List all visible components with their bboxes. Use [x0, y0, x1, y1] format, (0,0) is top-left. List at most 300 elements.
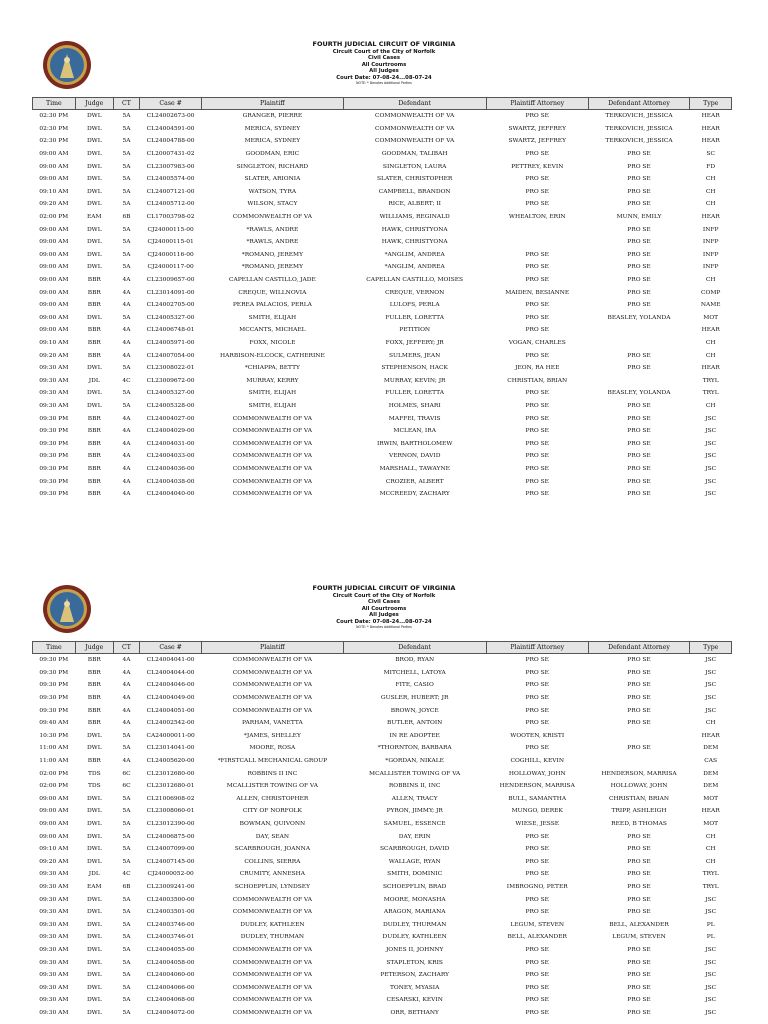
cell-courtroom: 5A — [122, 163, 131, 170]
cell-type: CH — [705, 352, 716, 359]
table-row — [33, 387, 732, 400]
cell-judge: BBR — [87, 720, 101, 727]
cell-case-number: CL24004040-00 — [146, 491, 195, 498]
cell-defendant: FULLER, LORETTA — [385, 314, 445, 321]
cell-plaintiff-attorney: PRO SE — [525, 201, 549, 208]
cell-defendant: ORR, BETHANY — [390, 1009, 439, 1016]
cell-defendant-attorney: BEASLEY, YOLANDA — [607, 390, 671, 397]
cell-time: 09:30 PM — [39, 453, 69, 460]
cell-case-number: CL24004038-00 — [146, 478, 195, 485]
cell-plaintiff: COMMONWEALTH OF VA — [232, 1009, 313, 1016]
cell-courtroom: 4A — [122, 758, 131, 765]
table-row — [33, 906, 732, 919]
table-row — [33, 274, 732, 287]
cell-defendant: FOXX, JEFFERY; JR — [385, 339, 444, 346]
table-row — [33, 994, 732, 1007]
cell-judge: JDL — [88, 377, 100, 384]
cell-case-number: CL23009657-00 — [146, 277, 195, 284]
cell-type: JSC — [705, 695, 717, 702]
cell-judge: BBR — [87, 277, 101, 284]
cell-courtroom: 4A — [122, 465, 131, 472]
cell-plaintiff: ALLEN, CHRISTOPHER — [236, 795, 309, 802]
cell-type: JSC — [705, 415, 717, 422]
cell-judge: DWL — [86, 946, 102, 953]
court-title: FOURTH JUDICIAL CIRCUIT OF VIRGINIA — [312, 584, 456, 592]
cell-defendant-attorney: PRO SE — [627, 972, 651, 979]
cell-defendant: SLATER, CHRISTOPHER — [377, 176, 453, 183]
cell-plaintiff: COMMONWEALTH OF VA — [232, 669, 313, 676]
cell-plaintiff: CREQUE, WILLNOVIA — [238, 289, 307, 296]
cell-defendant: IRWIN, BARTHOLOMEW — [376, 440, 453, 447]
cell-type: HEAR — [701, 214, 720, 221]
cell-plaintiff-attorney: PRO SE — [525, 707, 549, 714]
note: NOTE: * Denotes Additional Parties — [356, 625, 412, 630]
cell-time: 09:30 PM — [39, 707, 69, 714]
cell-time: 09:00 AM — [39, 289, 69, 296]
cell-judge: EAM — [86, 883, 102, 890]
cell-defendant-attorney: PRO SE — [627, 478, 651, 485]
cell-defendant: GOODMAN, TALIBAH — [381, 151, 448, 158]
table-row — [33, 818, 732, 831]
cell-courtroom: 5A — [122, 201, 131, 208]
cell-type: CH — [705, 402, 716, 409]
table-row — [33, 488, 732, 501]
cell-case-number: CL24005327-00 — [146, 390, 195, 397]
cell-defendant-attorney: PRO SE — [627, 239, 651, 246]
cell-time: 09:20 AM — [39, 352, 69, 359]
cell-courtroom: 5A — [122, 972, 131, 979]
cell-plaintiff: *ROMANO, JEREMY — [241, 264, 303, 271]
table-row — [33, 123, 732, 136]
cell-plaintiff: HARBISON-ELCOCK, CATHERINE — [220, 352, 325, 359]
cell-defendant: ARAGON, MARIANA — [383, 909, 446, 916]
cell-defendant: CAPELLAN CASTILLO, MOISES — [366, 277, 464, 284]
cell-plaintiff-attorney: PRO SE — [525, 896, 549, 903]
cell-type: JSC — [705, 707, 717, 714]
cell-case-number: CL23012680-01 — [146, 783, 195, 790]
cell-type: HEAR — [701, 808, 720, 815]
cell-defendant-attorney: PRO SE — [627, 946, 651, 953]
cell-case-number: CL24002673-00 — [146, 113, 195, 120]
cell-defendant: DUDLEY, KATHLEEN — [382, 934, 447, 941]
cell-judge: DWL — [86, 1009, 102, 1016]
table-row — [33, 654, 732, 667]
cell-case-number: CJ24000116-00 — [147, 251, 194, 258]
cell-plaintiff: SCARBROUGH, JOANNA — [234, 846, 311, 853]
cell-type: MOT — [703, 314, 719, 321]
cell-plaintiff-attorney: PRO SE — [525, 465, 549, 472]
table-row — [33, 135, 732, 148]
cell-defendant-attorney: PRO SE — [627, 833, 651, 840]
table-row — [33, 704, 732, 717]
col-judge: Judge — [75, 98, 113, 110]
cell-plaintiff: PEREA PALACIOS, PERLA — [232, 302, 312, 309]
cell-plaintiff: COMMONWEALTH OF VA — [232, 972, 313, 979]
cell-case-number: CL24006875-00 — [146, 833, 195, 840]
cell-plaintiff: *ROMANO, JEREMY — [241, 251, 303, 258]
cell-defendant-attorney: HENDERSON, MARRISA — [601, 770, 677, 777]
cell-judge: DWL — [86, 314, 102, 321]
cell-type: JSC — [705, 959, 717, 966]
cell-courtroom: 5A — [122, 365, 131, 372]
cell-judge: DWL — [86, 163, 102, 170]
cell-defendant-attorney: PRO SE — [627, 226, 651, 233]
cell-time: 09:10 AM — [39, 846, 69, 853]
table-row — [33, 981, 732, 994]
cell-type: INFP — [702, 251, 719, 258]
cell-judge: BBR — [87, 428, 101, 435]
cell-courtroom: 4A — [122, 720, 131, 727]
cell-defendant-attorney: PRO SE — [627, 402, 651, 409]
cell-courtroom: 4A — [122, 327, 131, 334]
cell-plaintiff: GOODMAN, ERIC — [245, 151, 300, 158]
cell-defendant-attorney: PRO SE — [627, 846, 651, 853]
cell-judge: DWL — [86, 113, 102, 120]
table-row — [33, 211, 732, 224]
table-row — [33, 1007, 732, 1020]
cell-plaintiff-attorney: PRO SE — [525, 972, 549, 979]
cell-case-number: CL24004068-00 — [146, 997, 195, 1004]
cell-type: TRYL — [702, 390, 719, 397]
cell-plaintiff: MOORE, ROSA — [249, 745, 296, 752]
cell-case-number: CL24004046-00 — [146, 682, 195, 689]
cell-type: CH — [705, 201, 716, 208]
cell-judge: DWL — [86, 251, 102, 258]
cell-defendant-attorney: PRO SE — [627, 858, 651, 865]
cell-defendant: PETERSON, ZACHARY — [380, 972, 450, 979]
cell-time: 09:30 PM — [39, 465, 69, 472]
cell-plaintiff: SINGLETON, RICHARD — [236, 163, 309, 170]
cell-courtroom: 5A — [122, 113, 131, 120]
col-judge: Judge — [75, 642, 113, 654]
cell-defendant: *ANGLIM, ANDREA — [384, 264, 445, 271]
cell-type: CH — [705, 846, 716, 853]
cell-defendant-attorney: LEGUM, STEVEN — [612, 934, 666, 941]
cell-plaintiff: *CHIAPPA, BETTY — [244, 365, 300, 372]
cell-defendant-attorney: TRIPP, ASHLEIGH — [611, 808, 667, 815]
cell-time: 09:30 PM — [39, 657, 69, 664]
cell-type: JSC — [705, 491, 717, 498]
table-row — [33, 881, 732, 894]
cell-type: INFP — [702, 264, 719, 271]
table-row — [33, 755, 732, 768]
cell-type: HEAR — [701, 327, 720, 334]
cell-judge: DWL — [86, 264, 102, 271]
docket-table — [32, 641, 732, 1019]
cell-plaintiff: COMMONWEALTH OF VA — [232, 946, 313, 953]
cell-plaintiff-attorney: PRO SE — [525, 695, 549, 702]
cell-case-number: CL24007145-00 — [146, 858, 195, 865]
docket-table — [32, 97, 732, 500]
cell-plaintiff-attorney: PRO SE — [525, 277, 549, 284]
cell-type: DEM — [703, 745, 719, 752]
cell-courtroom: 4A — [122, 695, 131, 702]
cell-defendant: MAFFEI, TRAVIS — [388, 415, 441, 422]
table-row — [33, 374, 732, 387]
cell-time: 09:30 AM — [39, 1009, 69, 1016]
col-time: Time — [33, 98, 76, 110]
cell-courtroom: 5A — [122, 921, 131, 928]
cell-plaintiff-attorney: PRO SE — [525, 352, 549, 359]
col-case: Case # — [139, 642, 201, 654]
cell-defendant-attorney: PRO SE — [627, 491, 651, 498]
cell-judge: DWL — [86, 188, 102, 195]
cell-defendant: COMMONWEALTH OF VA — [375, 113, 455, 120]
cell-plaintiff: SCHOEPFLIN, LYNDSEY — [234, 883, 310, 890]
table-row — [33, 692, 732, 705]
cell-type: CH — [705, 720, 716, 727]
cell-plaintiff-attorney: PRO SE — [525, 151, 549, 158]
cell-courtroom: 5A — [122, 251, 131, 258]
cell-defendant: MCALLISTER TOWING OF VA — [369, 770, 461, 777]
table-row — [33, 110, 732, 123]
cell-time: 09:00 AM — [39, 251, 69, 258]
cell-case-number: CL23014041-00 — [146, 745, 195, 752]
table-row — [33, 931, 732, 944]
table-row — [33, 312, 732, 325]
cell-judge: TDS — [87, 770, 101, 777]
cell-defendant: MCCREEDY, ZACHARY — [379, 491, 450, 498]
cell-defendant-attorney: MUNN, EMILY — [616, 214, 662, 221]
cell-courtroom: 6C — [122, 783, 131, 790]
cell-plaintiff: SMITH, ELIJAH — [248, 402, 297, 409]
cell-defendant: SCHOEPFLIN, BRAD — [382, 883, 447, 890]
cell-defendant-attorney: PRO SE — [627, 352, 651, 359]
cell-case-number: CL24004051-00 — [146, 707, 195, 714]
cell-judge: DWL — [86, 909, 102, 916]
cell-type: NAME — [700, 302, 721, 309]
cell-plaintiff-attorney: PRO SE — [525, 984, 549, 991]
cell-defendant: BUTLER, ANTOIN — [387, 720, 443, 727]
col-ct: CT — [114, 642, 140, 654]
cell-courtroom: 4A — [122, 682, 131, 689]
cell-defendant: HOLMES, SHARI — [388, 402, 441, 409]
cell-type: HEAR — [701, 125, 720, 132]
cell-courtroom: 5A — [122, 745, 131, 752]
cell-defendant: WALLAGE, RYAN — [388, 858, 441, 865]
cell-judge: BBR — [87, 669, 101, 676]
col-time: Time — [33, 642, 76, 654]
cell-type: PL — [706, 921, 715, 928]
cell-plaintiff-attorney: PRO SE — [525, 440, 549, 447]
cell-time: 09:30 AM — [39, 934, 69, 941]
cell-type: JSC — [705, 946, 717, 953]
cell-time: 09:30 PM — [39, 440, 69, 447]
cell-case-number: CA24000011-00 — [146, 732, 195, 739]
cell-case-number: CL24003746-00 — [146, 921, 195, 928]
cell-type: CAS — [704, 758, 718, 765]
cell-plaintiff-attorney: PRO SE — [525, 327, 549, 334]
cell-type: COMP — [701, 289, 721, 296]
cell-defendant-attorney: PRO SE — [627, 883, 651, 890]
cell-case-number: CL23008022-01 — [146, 365, 195, 372]
cell-courtroom: 4A — [122, 352, 131, 359]
cell-plaintiff-attorney: PRO SE — [525, 669, 549, 676]
cell-judge: DWL — [86, 921, 102, 928]
cell-judge: DWL — [86, 833, 102, 840]
cell-time: 09:30 AM — [39, 959, 69, 966]
cell-plaintiff: COMMONWEALTH OF VA — [232, 984, 313, 991]
cell-time: 09:00 AM — [39, 176, 69, 183]
cell-type: JSC — [705, 896, 717, 903]
cell-time: 09:00 AM — [39, 239, 69, 246]
cell-defendant-attorney: PRO SE — [627, 151, 651, 158]
table-header-row — [33, 642, 732, 654]
cell-defendant-attorney: PRO SE — [627, 669, 651, 676]
cell-judge: BBR — [87, 657, 101, 664]
cell-type: MOT — [703, 821, 719, 828]
cell-defendant: CREQUE, VERNON — [385, 289, 445, 296]
cell-time: 09:30 AM — [39, 390, 69, 397]
table-row — [33, 830, 732, 843]
cell-judge: DWL — [86, 745, 102, 752]
judges: All Judges — [369, 68, 399, 75]
cell-time: 09:30 AM — [39, 377, 69, 384]
cell-case-number: CL24007121-00 — [146, 188, 195, 195]
cell-case-number: CL24003746-01 — [146, 934, 195, 941]
cell-defendant: SMITH, DOMINIC — [387, 871, 443, 878]
cell-type: JSC — [705, 972, 717, 979]
table-row — [33, 944, 732, 957]
cell-time: 02:30 PM — [39, 125, 69, 132]
cell-plaintiff-attorney: WOOTEN, KRISTI — [510, 732, 565, 739]
cell-defendant-attorney: PRO SE — [627, 657, 651, 664]
cell-plaintiff: MERICA, SYDNEY — [244, 125, 301, 132]
cell-time: 09:30 AM — [39, 365, 69, 372]
table-row — [33, 780, 732, 793]
cell-type: HEAR — [701, 138, 720, 145]
cell-judge: DWL — [86, 858, 102, 865]
table-row — [33, 463, 732, 476]
cell-time: 11:00 AM — [39, 745, 69, 752]
cell-judge: EAM — [86, 214, 102, 221]
cell-courtroom: 4A — [122, 669, 131, 676]
cell-case-number: CL20007431-02 — [146, 151, 195, 158]
cell-defendant-attorney: PRO SE — [627, 277, 651, 284]
cell-defendant-attorney: PRO SE — [627, 1009, 651, 1016]
table-row — [33, 437, 732, 450]
cell-plaintiff-attorney: PRO SE — [525, 188, 549, 195]
cell-case-number: CL24004049-00 — [146, 695, 195, 702]
cell-plaintiff-attorney: SWARTZ, JEFFREY — [508, 125, 566, 132]
cell-defendant-attorney: PRO SE — [627, 289, 651, 296]
cell-plaintiff: WILSON, STACY — [247, 201, 298, 208]
cell-defendant: HAWK, CHRISTYONA — [381, 226, 448, 233]
cell-type: INFP — [702, 239, 719, 246]
cell-plaintiff: *JAMES, SHELLEY — [243, 732, 301, 739]
table-row — [33, 893, 732, 906]
cell-type: JSC — [705, 428, 717, 435]
cell-case-number: CL23012390-00 — [146, 821, 195, 828]
cell-courtroom: 5A — [122, 732, 131, 739]
cell-time: 09:00 AM — [39, 795, 69, 802]
cell-defendant-attorney: PRO SE — [627, 984, 651, 991]
cell-time: 09:30 PM — [39, 428, 69, 435]
cell-judge: BBR — [87, 478, 101, 485]
cell-type: FD — [706, 163, 716, 170]
cell-plaintiff-attorney: PRO SE — [525, 491, 549, 498]
cell-defendant: WILLIAMS, REGINALD — [379, 214, 450, 221]
cell-plaintiff: COMMONWEALTH OF VA — [232, 415, 313, 422]
cell-type: CH — [705, 188, 716, 195]
cell-plaintiff-attorney: SWARTZ, JEFFREY — [508, 138, 566, 145]
cell-courtroom: 5A — [122, 858, 131, 865]
cell-time: 09:30 AM — [39, 871, 69, 878]
cell-plaintiff: FOXX, NICOLE — [249, 339, 296, 346]
cell-plaintiff-attorney: PRO SE — [525, 428, 549, 435]
cell-judge: BBR — [87, 758, 101, 765]
cell-courtroom: 6B — [122, 214, 131, 221]
cell-courtroom: 5A — [122, 314, 131, 321]
cell-time: 09:00 AM — [39, 226, 69, 233]
cell-defendant-attorney: PRO SE — [627, 428, 651, 435]
cell-plaintiff-attorney: MAIDEN, BESIANNE — [505, 289, 570, 296]
cell-judge: DWL — [86, 151, 102, 158]
table-row — [33, 868, 732, 881]
cell-type: TRYL — [702, 377, 719, 384]
cell-defendant-attorney: PRO SE — [627, 302, 651, 309]
cell-case-number: CL24004044-00 — [146, 669, 195, 676]
cell-time: 02:00 PM — [39, 783, 69, 790]
cell-plaintiff-attorney: PRO SE — [525, 1009, 549, 1016]
cell-judge: DWL — [86, 795, 102, 802]
cell-plaintiff-attorney: PRO SE — [525, 745, 549, 752]
cell-case-number: CL23009672-00 — [146, 377, 195, 384]
cell-time: 09:30 AM — [39, 946, 69, 953]
cell-courtroom: 6B — [122, 883, 131, 890]
cell-defendant-attorney: PRO SE — [627, 201, 651, 208]
cell-defendant-attorney: PRO SE — [627, 909, 651, 916]
cell-defendant-attorney: PRO SE — [627, 415, 651, 422]
cell-defendant: HAWK, CHRISTYONA — [381, 239, 448, 246]
table-row — [33, 742, 732, 755]
cell-judge: DWL — [86, 997, 102, 1004]
docket-header — [0, 40, 768, 86]
col-type: Type — [690, 642, 732, 654]
table-row — [33, 349, 732, 362]
table-row — [33, 412, 732, 425]
table-row — [33, 856, 732, 869]
cell-plaintiff-attorney: HENDERSON, MARRISA — [499, 783, 575, 790]
cell-plaintiff: DUDLEY, THURMAN — [240, 934, 305, 941]
table-row — [33, 299, 732, 312]
cell-courtroom: 5A — [122, 239, 131, 246]
cell-case-number: CL23008060-01 — [146, 808, 195, 815]
cell-time: 09:30 AM — [39, 909, 69, 916]
cell-time: 09:20 AM — [39, 201, 69, 208]
cell-plaintiff-attorney: PRO SE — [525, 959, 549, 966]
cell-courtroom: 5A — [122, 151, 131, 158]
cell-case-number: CJ24000117-00 — [147, 264, 194, 271]
cell-courtroom: 5A — [122, 176, 131, 183]
cell-plaintiff: COMMONWEALTH OF VA — [232, 214, 313, 221]
cell-type: HEAR — [701, 732, 720, 739]
cell-time: 09:30 AM — [39, 972, 69, 979]
cell-defendant: MARSHALL, TAWAYNE — [379, 465, 450, 472]
cell-plaintiff-attorney: PRO SE — [525, 402, 549, 409]
cell-case-number: CL24004036-00 — [146, 465, 195, 472]
col-ct: CT — [114, 98, 140, 110]
cell-defendant: *GORDAN, NIKALE — [385, 758, 444, 765]
cell-defendant-attorney: TERKOVICH, JESSICA — [605, 138, 673, 145]
cell-time: 11:00 AM — [39, 758, 69, 765]
cell-judge: DWL — [86, 896, 102, 903]
table-row — [33, 730, 732, 743]
cell-case-number: CL24006748-01 — [146, 327, 195, 334]
cell-time: 02:30 PM — [39, 138, 69, 145]
cell-courtroom: 4A — [122, 415, 131, 422]
court-date: Court Date: 07-08-24...08-07-24 — [336, 618, 432, 625]
